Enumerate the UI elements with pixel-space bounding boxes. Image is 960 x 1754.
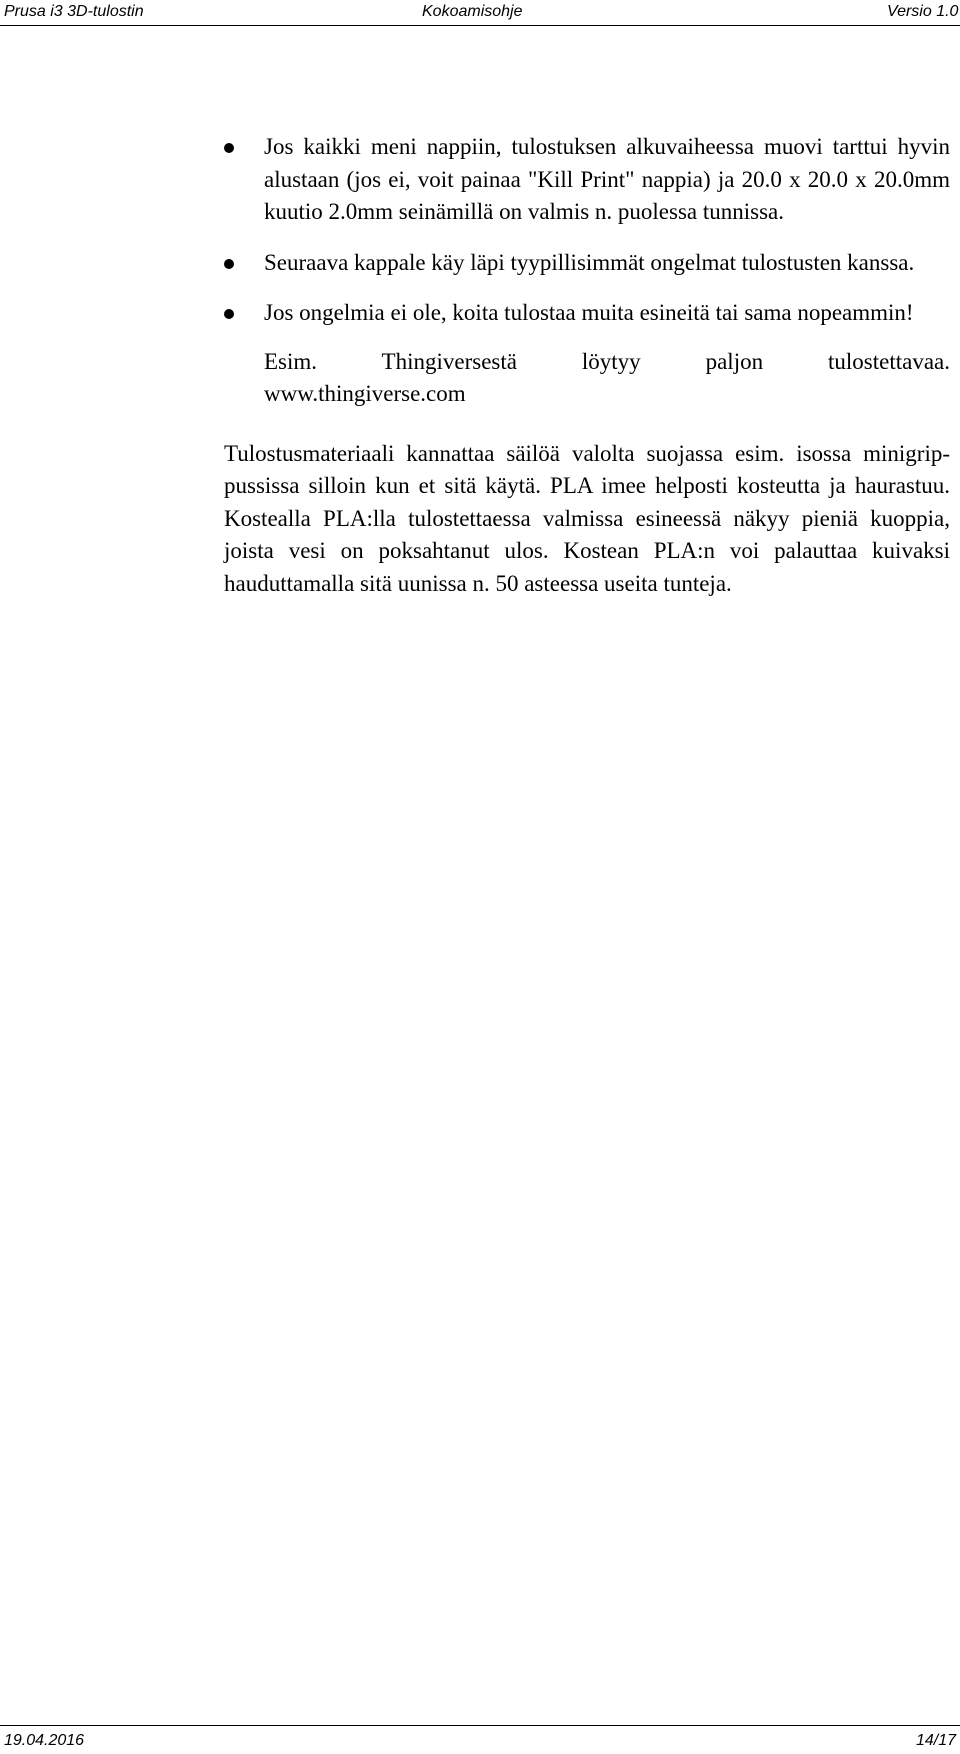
list-item-text: Jos kaikki meni nappiin, tulostuksen alkuvaiheessa muovi tarttui hyvin alustaan (jos ei, voit painaa "Kill Print" nappia) ja 20.0 x 20.0 x 20.0mm kuutio 2.0mm seinämillä on valmis n. puolessa tunnissa. <box>264 134 950 224</box>
list-item-text: Seuraava kappale käy läpi tyypillisimmät ongelmat tulostusten kanssa. <box>264 249 915 275</box>
page-header <box>0 0 960 26</box>
list-item-text: Jos ongelmia ei ole, koita tulostaa muita esineitä tai sama nopeammin! <box>264 300 914 325</box>
bullet-icon <box>224 309 234 319</box>
example-text: Esim. Thingiversestä löytyy paljon tulostettavaa. <box>264 348 950 374</box>
list-item <box>224 297 950 330</box>
header-section-title: Kokoamisohje <box>422 3 523 20</box>
footer-date: 19.04.2016 <box>4 1732 85 1749</box>
list-item <box>224 131 950 229</box>
thingiverse-link[interactable]: www.thingiverse.com <box>264 381 466 406</box>
page-content <box>224 131 950 600</box>
bullet-icon <box>224 259 234 269</box>
storage-paragraph: Tulostusmateriaali kannattaa säilöä valolta suojassa esim. isossa minigrip-pussissa silloin kun et sitä käytä. PLA imee helposti kosteutta ja haurastuu. Kostealla PLA:lla tulostettaessa valmissa esineessä näkyy pieniä kuoppia, joista vesi on poksahtanut ulos. Kostean PLA:n voi palauttaa kuivaksi hauduttamalla sitä uunissa n. 50 asteessa useita tunteja. <box>224 440 950 596</box>
header-version: Versio 1.0 <box>887 3 959 20</box>
list-item <box>224 247 950 280</box>
bullet-icon <box>224 143 234 153</box>
footer-page-number: 14/17 <box>915 1732 956 1749</box>
header-document-title: Prusa i3 3D-tulostin <box>4 3 144 20</box>
bullet-list <box>224 131 950 330</box>
example-paragraph <box>224 346 950 411</box>
page-footer <box>0 1725 960 1754</box>
